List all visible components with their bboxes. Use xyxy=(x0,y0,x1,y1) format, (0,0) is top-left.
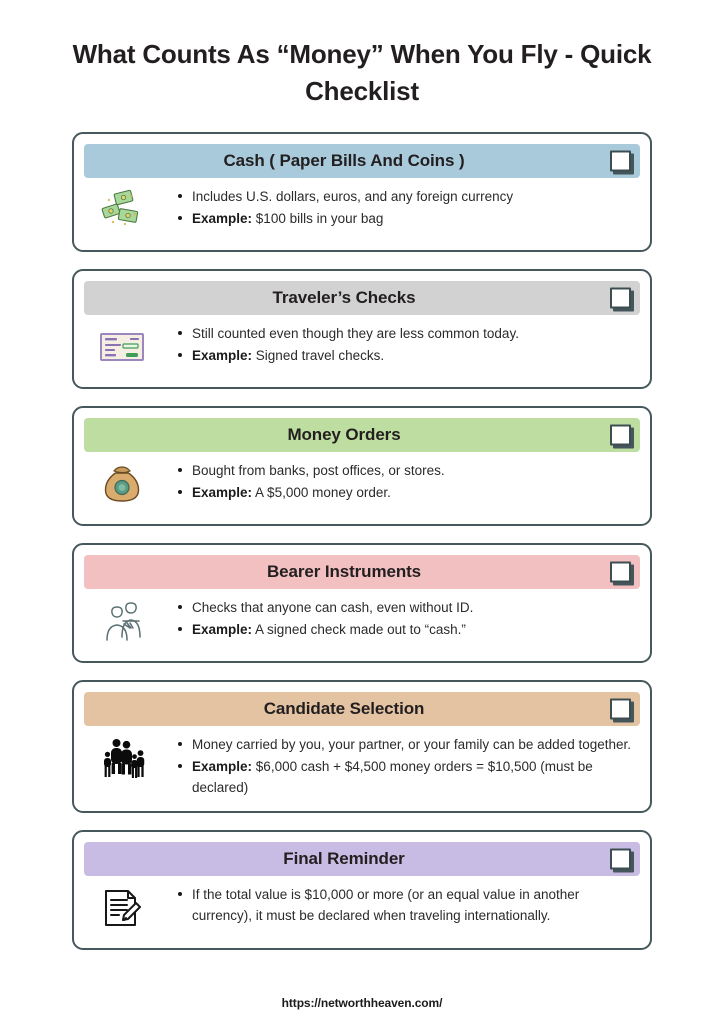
card-body xyxy=(84,589,640,649)
bullet-item xyxy=(178,597,636,618)
bullet-item xyxy=(178,482,636,503)
card-header xyxy=(84,842,640,876)
bullet-text: Checks that anyone can cash, even without ID. xyxy=(192,599,474,615)
footer-url[interactable]: https://networthheaven.com/ xyxy=(281,996,443,1010)
card-title: Bearer Instruments xyxy=(266,561,422,581)
money-bag-icon xyxy=(84,460,160,506)
bullet-item xyxy=(178,884,636,926)
bullet-text: Money carried by you, your partner, or your family can be added together. xyxy=(192,736,631,752)
bullet-text: $6,000 cash + $4,500 money orders = $10,500 (must be declared) xyxy=(192,758,593,795)
bullet-text: A $5,000 money order. xyxy=(255,484,391,500)
checklist-card xyxy=(72,406,652,526)
checklist-card xyxy=(72,680,652,813)
card-body xyxy=(84,178,640,238)
bullet-list xyxy=(160,597,636,641)
checkbox[interactable] xyxy=(610,848,631,869)
card-header xyxy=(84,281,640,315)
card-body xyxy=(84,876,640,936)
bullet-text: A signed check made out to “cash.” xyxy=(255,621,466,637)
card-title: Cash ( Paper Bills And Coins ) xyxy=(223,150,465,170)
two-people-cash-icon xyxy=(84,597,160,643)
card-title: Final Reminder xyxy=(283,848,405,868)
bullet-list xyxy=(160,734,636,799)
travelers-check-icon xyxy=(84,323,160,369)
card-header xyxy=(84,555,640,589)
bullet-list xyxy=(160,323,636,367)
bullet-item xyxy=(178,323,636,344)
bullet-lead: Example: xyxy=(192,758,253,774)
flying-money-icon xyxy=(84,186,160,232)
bullet-text: If the total value is $10,000 or more (or an equal value in another currency), it must be declared when traveling internationally. xyxy=(192,886,580,923)
card-body xyxy=(84,452,640,512)
checkbox[interactable] xyxy=(610,287,631,308)
checkbox[interactable] xyxy=(610,150,631,171)
bullet-lead: Example: xyxy=(192,484,253,500)
bullet-list xyxy=(160,460,636,504)
bullet-text: $100 bills in your bag xyxy=(255,210,384,226)
checklist-card xyxy=(72,269,652,389)
bullet-text: Signed travel checks. xyxy=(255,347,385,363)
checkbox[interactable] xyxy=(610,561,631,582)
card-header xyxy=(84,692,640,726)
card-title: Traveler’s Checks xyxy=(272,287,416,307)
checklist-card xyxy=(72,132,652,252)
checkbox[interactable] xyxy=(610,424,631,445)
page-title: What Counts As “Money” When You Fly - Quick Checklist xyxy=(72,39,652,106)
card-body xyxy=(84,315,640,375)
bullet-lead: Example: xyxy=(192,621,253,637)
bullet-text: Includes U.S. dollars, euros, and any foreign currency xyxy=(192,188,514,204)
family-silhouette-icon xyxy=(84,734,160,780)
bullet-text: Still counted even though they are less common today. xyxy=(192,325,519,341)
bullet-item xyxy=(178,756,636,798)
card-header xyxy=(84,418,640,452)
bullet-text: Bought from banks, post offices, or stores. xyxy=(192,462,445,478)
bullet-item xyxy=(178,619,636,640)
checkbox[interactable] xyxy=(610,698,631,719)
card-header xyxy=(84,144,640,178)
bullet-lead: Example: xyxy=(192,210,253,226)
bullet-item xyxy=(178,208,636,229)
bullet-item xyxy=(178,460,636,481)
bullet-item xyxy=(178,186,636,207)
bullet-lead: Example: xyxy=(192,347,253,363)
bullet-item xyxy=(178,345,636,366)
bullet-list xyxy=(160,186,636,230)
memo-document-icon xyxy=(84,884,160,930)
checklist-card xyxy=(72,543,652,663)
card-title: Money Orders xyxy=(287,424,401,444)
checklist-card xyxy=(72,830,652,950)
bullet-list xyxy=(160,884,636,927)
card-title: Candidate Selection xyxy=(263,698,425,718)
checklist-card-list xyxy=(0,110,724,950)
card-body xyxy=(84,726,640,799)
bullet-item xyxy=(178,734,636,755)
